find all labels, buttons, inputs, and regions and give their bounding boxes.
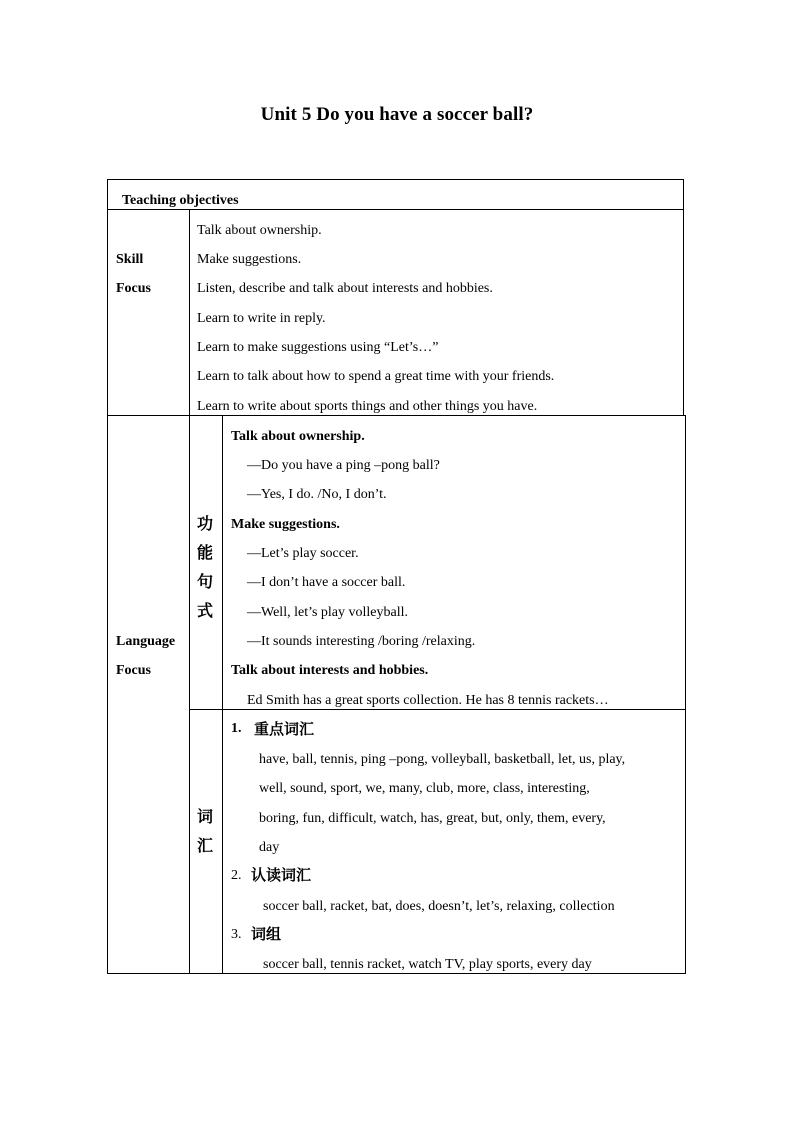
functions-heading: Talk about ownership. [231, 429, 365, 444]
sublabel-column-divider [222, 415, 223, 974]
read-vocab-number: 2. [231, 868, 242, 883]
functions-label-char: 功 [196, 514, 213, 533]
vocabulary-label-char: 词 [196, 807, 213, 826]
read-vocab-line: soccer ball, racket, bat, does, doesn’t, let’s, relaxing, collection [263, 899, 615, 914]
key-vocab-line: boring, fun, difficult, watch, has, great, but, only, them, every, [259, 811, 606, 826]
key-vocab-line: have, ball, tennis, ping –pong, volleyball, basketball, let, us, play, [259, 752, 626, 767]
key-vocab-heading: 重点词汇 [254, 720, 315, 738]
functions-line: —It sounds interesting /boring /relaxing. [247, 634, 476, 649]
functions-line: —I don’t have a soccer ball. [247, 575, 406, 590]
skill-label-line1: Skill [116, 252, 144, 267]
skill-item: Learn to write about sports things and other things you have. [197, 399, 538, 414]
skill-item: Learn to write in reply. [197, 311, 326, 326]
functions-label-char: 句 [196, 572, 213, 591]
functions-line: —Do you have a ping –pong ball? [247, 458, 440, 473]
page-title: Unit 5 Do you have a soccer ball? [260, 104, 534, 125]
read-vocab-heading: 认读词汇 [251, 866, 312, 884]
table-border-right-upper [683, 179, 684, 415]
functions-line: —Yes, I do. /No, I don’t. [247, 487, 387, 502]
functions-line: Ed Smith has a great sports collection. He has 8 tennis rackets… [247, 693, 609, 708]
table-border-top [107, 179, 684, 180]
key-vocab-number: 1. [231, 721, 242, 736]
skill-label-line2: Focus [116, 281, 151, 296]
phrase-line: soccer ball, tennis racket, watch TV, play sports, every day [263, 957, 592, 972]
table-border-right-lower [685, 415, 686, 974]
table-border-left [107, 179, 108, 974]
functions-heading: Make suggestions. [231, 517, 340, 532]
skill-item: Learn to talk about how to spend a great time with your friends. [197, 369, 555, 384]
key-vocab-line: well, sound, sport, we, many, club, more, class, interesting, [259, 781, 590, 796]
functions-line: —Well, let’s play volleyball. [247, 605, 409, 620]
label-column-divider [189, 209, 190, 974]
skill-item: Listen, describe and talk about interests and hobbies. [197, 281, 493, 296]
language-label-line2: Focus [116, 663, 151, 678]
functions-label-char: 式 [196, 601, 213, 620]
skill-item: Learn to make suggestions using “Let’s…” [197, 340, 439, 355]
phrase-number: 3. [231, 927, 242, 942]
skill-item: Talk about ownership. [197, 223, 322, 238]
vocabulary-label-char: 汇 [196, 836, 213, 855]
functions-label-char: 能 [196, 543, 213, 562]
key-vocab-line: day [259, 840, 280, 855]
phrase-heading: 词组 [251, 925, 282, 943]
functions-heading: Talk about interests and hobbies. [231, 663, 429, 678]
language-label-line1: Language [116, 634, 176, 649]
table-header: Teaching objectives [122, 193, 239, 208]
functions-line: —Let’s play soccer. [247, 546, 359, 561]
skill-item: Make suggestions. [197, 252, 302, 267]
